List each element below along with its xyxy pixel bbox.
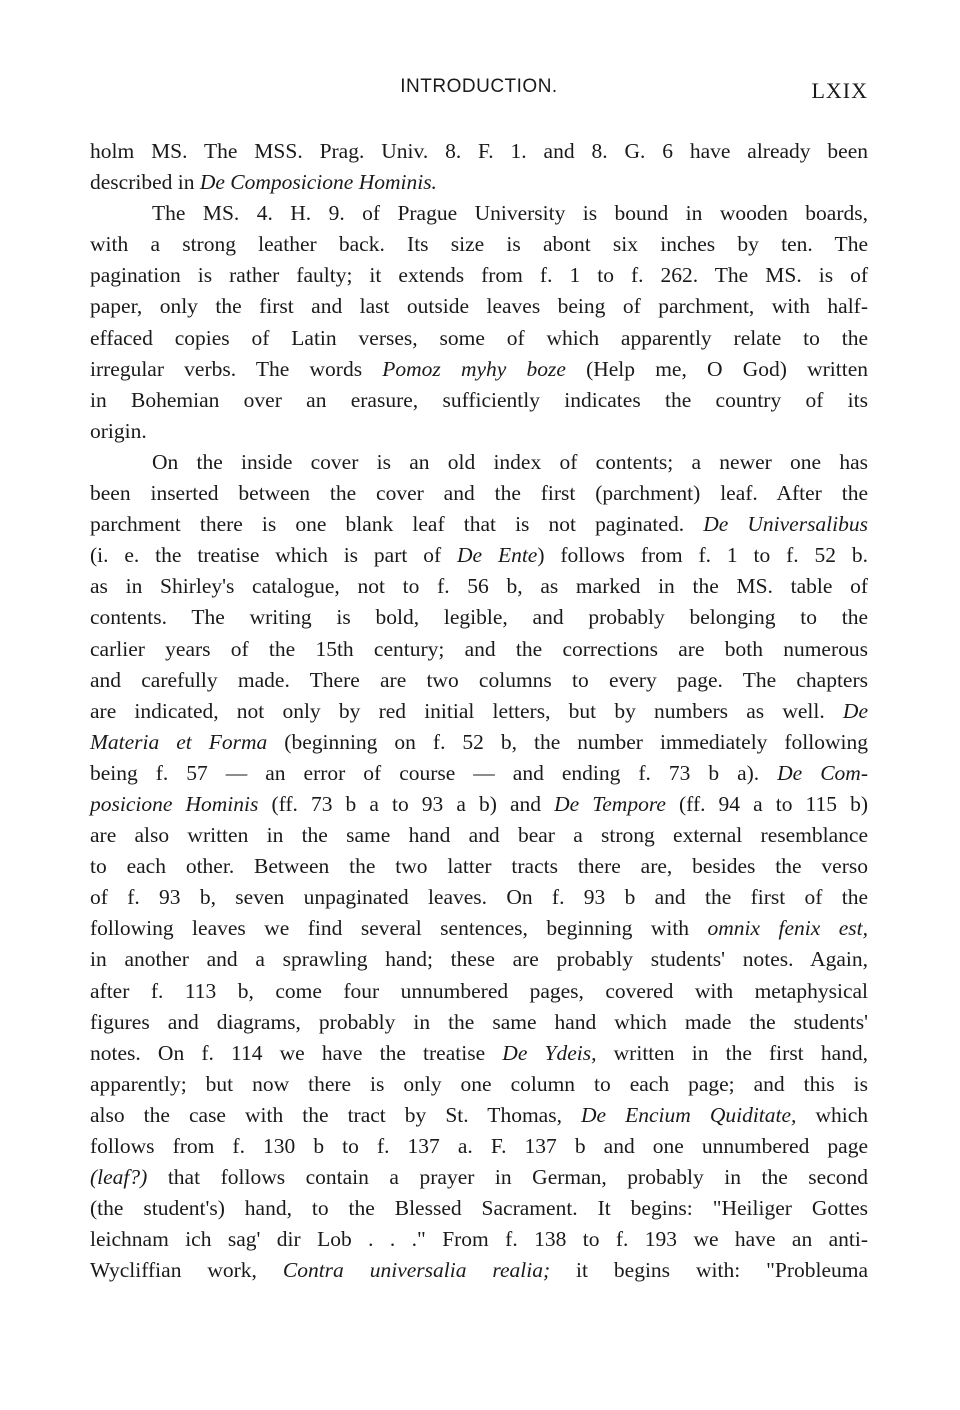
- text-line: leichnam ich sag' dir Lob . . ." From f. 138 to f. 193 we have an anti-: [90, 1227, 868, 1252]
- text-line: parchment there is one blank leaf that is not paginated. De Universalibus: [90, 512, 869, 537]
- text-line: and carefully made. There are two columns to every page. The chapters: [90, 667, 868, 692]
- text-line: notes. On f. 114 we have the treatise De Ydeis, written in the first hand,: [90, 1040, 868, 1065]
- text-line: paper, only the first and last outside leaves being of parchment, with half-: [90, 294, 868, 319]
- text-line: origin.: [90, 418, 147, 443]
- text-line: described in De Composicione Hominis.: [90, 170, 437, 195]
- text-line: holm MS. The MSS. Prag. Univ. 8. F. 1. and 8. G. 6 have already been: [90, 139, 868, 163]
- text-line: contents. The writing is bold, legible, and probably belonging to the: [90, 605, 868, 630]
- text-line: in another and a sprawling hand; these are probably students' notes. Again,: [90, 947, 868, 972]
- text-line: as in Shirley's catalogue, not to f. 56 b, as marked in the MS. table of: [90, 574, 868, 599]
- page-number: LXIX: [811, 78, 868, 103]
- text-line: after f. 113 b, come four unnumbered pages, covered with metaphysical: [90, 978, 868, 1003]
- text-line: are also written in the same hand and bear a strong external resemblance: [90, 823, 868, 848]
- text-line: to each other. Between the two latter tracts there are, besides the verso: [90, 854, 868, 879]
- text-line: pagination is rather faulty; it extends from f. 1 to f. 262. The MS. is of: [90, 263, 868, 288]
- text-line: (i. e. the treatise which is part of De Ente) follows from f. 1 to f. 52 b.: [90, 543, 868, 568]
- text-line: in Bohemian over an erasure, sufficiently indicates the country of its: [90, 387, 868, 412]
- text-line: The MS. 4. H. 9. of Prague University is bound in wooden boards,: [152, 201, 868, 226]
- page-header: [90, 72, 868, 112]
- text-line: are indicated, not only by red initial letters, but by numbers as well. De: [90, 698, 868, 723]
- text-line: effaced copies of Latin verses, some of which apparently relate to the: [90, 325, 868, 350]
- body-text: [90, 136, 868, 1286]
- running-head: INTRODUCTION.: [400, 76, 558, 97]
- text-line: also the case with the tract by St. Thomas, De Encium Quiditate, which: [90, 1102, 869, 1127]
- text-line: apparently; but now there is only one column to each page; and this is: [90, 1071, 868, 1096]
- text-line: follows from f. 130 b to f. 137 a. F. 137 b and one unnumbered page: [90, 1134, 868, 1158]
- text-line: (leaf?) that follows contain a prayer in German, probably in the second: [90, 1165, 868, 1190]
- text-line: figures and diagrams, probably in the same hand which made the students': [90, 1009, 868, 1034]
- text-line: On the inside cover is an old index of contents; a newer one has: [152, 449, 868, 474]
- text-line: Materia et Forma (beginning on f. 52 b, the number immediately following: [90, 729, 869, 754]
- text-line: being f. 57 — an error of course — and ending f. 73 b a). De Com-: [90, 760, 868, 785]
- text-line: carlier years of the 15th century; and the corrections are both numerous: [90, 636, 868, 661]
- text-line: irregular verbs. The words Pomoz myhy boze (Help me, O God) written: [90, 356, 868, 381]
- text-line: been inserted between the cover and the first (parchment) leaf. After the: [90, 481, 868, 506]
- text-line: of f. 93 b, seven unpaginated leaves. On f. 93 b and the first of the: [90, 885, 868, 910]
- book-page: [90, 72, 868, 1286]
- text-line: following leaves we find several sentences, beginning with omnix fenix est,: [90, 916, 868, 941]
- text-line: posicione Hominis (ff. 73 b a to 93 a b) and De Tempore (ff. 94 a to 115 b): [90, 791, 868, 816]
- text-line: with a strong leather back. Its size is abont six inches by ten. The: [90, 232, 868, 257]
- text-line: Wycliffian work, Contra universalia realia; it begins with: "Probleuma: [90, 1258, 869, 1283]
- text-line: (the student's) hand, to the Blessed Sacrament. It begins: "Heiliger Gottes: [90, 1196, 868, 1221]
